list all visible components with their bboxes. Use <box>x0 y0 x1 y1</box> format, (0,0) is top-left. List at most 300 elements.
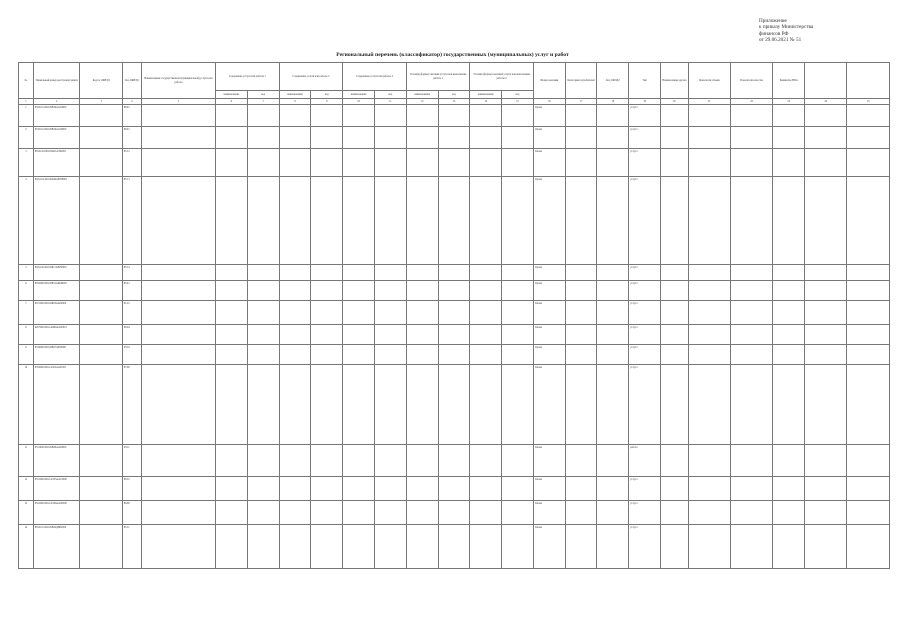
column-number: 25 <box>847 99 890 105</box>
table-cell <box>470 345 502 365</box>
column-number: 4 <box>122 99 141 105</box>
table-cell <box>216 477 248 501</box>
table-cell <box>343 105 375 127</box>
table-cell <box>730 281 772 301</box>
subheader-code: код <box>502 91 534 99</box>
table-cell <box>805 477 847 501</box>
table-cell <box>216 177 248 265</box>
column-number: 8 <box>279 99 311 105</box>
table-cell <box>688 501 730 525</box>
row-number: 13 <box>19 501 34 525</box>
table-cell <box>730 301 772 325</box>
row-number: 5 <box>19 265 34 281</box>
table-cell <box>279 127 311 149</box>
table-row <box>19 301 890 325</box>
table-cell <box>502 265 534 281</box>
table-cell <box>343 127 375 149</box>
table-cell <box>247 281 279 301</box>
table-cell <box>311 325 343 345</box>
table-cell <box>438 301 470 325</box>
header-indicators: Показатели объема <box>688 63 730 99</box>
table-cell <box>470 127 502 149</box>
table-cell <box>141 501 215 525</box>
service-form: Очная <box>533 345 565 365</box>
service-form: Очная <box>533 281 565 301</box>
table-cell <box>597 105 629 127</box>
column-number: 14 <box>470 99 502 105</box>
table-cell <box>343 149 375 177</box>
table-cell <box>406 525 438 569</box>
table-cell <box>343 445 375 477</box>
table-cell <box>805 365 847 445</box>
table-cell <box>730 365 772 445</box>
table-cell <box>847 177 890 265</box>
column-number: 16 <box>533 99 565 105</box>
table-cell <box>141 365 215 445</box>
service-type: услуга <box>629 501 661 525</box>
table-cell <box>805 525 847 569</box>
table-cell <box>406 281 438 301</box>
table-cell <box>216 105 248 127</box>
table-cell <box>247 149 279 177</box>
service-form: Очная <box>533 445 565 477</box>
service-type: услуга <box>629 127 661 149</box>
table-row <box>19 325 890 345</box>
table-cell <box>374 265 406 281</box>
table-cell <box>565 477 597 501</box>
table-row <box>19 149 890 177</box>
table-cell <box>502 105 534 127</box>
table-cell <box>80 127 122 149</box>
table-row <box>19 177 890 265</box>
table-cell <box>406 265 438 281</box>
table-row <box>19 525 890 569</box>
header-okpd: Код ОКПД2 <box>597 63 629 99</box>
service-type: услуга <box>629 265 661 281</box>
table-cell <box>141 301 215 325</box>
table-cell <box>374 127 406 149</box>
column-number: 18 <box>597 99 629 105</box>
header-form: Форма оказания <box>533 63 565 99</box>
table-row <box>19 105 890 127</box>
column-number: 1 <box>19 99 34 105</box>
table-cell <box>247 325 279 345</box>
column-number: 21 <box>688 99 730 105</box>
table-cell <box>374 281 406 301</box>
table-cell <box>805 149 847 177</box>
table-cell <box>80 501 122 525</box>
header-extra <box>805 63 847 99</box>
header-basis: Реквизиты НПА <box>773 63 805 99</box>
okved-code: 93.11 <box>122 445 141 477</box>
table-cell <box>141 525 215 569</box>
table-cell <box>343 177 375 265</box>
table-cell <box>688 149 730 177</box>
table-cell <box>80 177 122 265</box>
okved-code: 85.12 <box>122 149 141 177</box>
table-cell <box>279 325 311 345</box>
table-cell <box>597 177 629 265</box>
service-type: услуга <box>629 477 661 501</box>
table-cell <box>311 345 343 365</box>
table-cell <box>470 301 502 325</box>
service-form: Очная <box>533 105 565 127</box>
table-cell <box>80 477 122 501</box>
table-cell <box>847 501 890 525</box>
table-cell <box>773 365 805 445</box>
table-cell <box>438 345 470 365</box>
table-cell <box>374 365 406 445</box>
table-cell <box>406 477 438 501</box>
table-cell <box>80 345 122 365</box>
table-cell <box>805 445 847 477</box>
table-cell <box>80 301 122 325</box>
table-cell <box>661 281 689 301</box>
table-cell <box>470 177 502 265</box>
service-form: Очная <box>533 365 565 445</box>
table-cell <box>311 445 343 477</box>
registry-code: 802111О.99.0.БА96АЮ58001 <box>33 177 80 265</box>
table-cell <box>805 127 847 149</box>
service-type: услуга <box>629 105 661 127</box>
table-cell <box>470 525 502 569</box>
header-okved: Код по ОКВЭД <box>80 63 122 99</box>
table-cell <box>247 127 279 149</box>
table-cell <box>597 445 629 477</box>
service-form: Очная <box>533 301 565 325</box>
table-body <box>19 99 890 569</box>
table-cell <box>730 445 772 477</box>
table-row <box>19 477 890 501</box>
table-cell <box>805 265 847 281</box>
okved-code: 85.11 <box>122 525 141 569</box>
table-cell <box>730 177 772 265</box>
table-cell <box>279 281 311 301</box>
table-cell <box>247 445 279 477</box>
table-cell <box>343 501 375 525</box>
registry-code: 804200О.99.0.ББ52АЖ48000 <box>33 281 80 301</box>
table-cell <box>661 445 689 477</box>
table-cell <box>311 477 343 501</box>
table-cell <box>847 301 890 325</box>
table-cell <box>847 281 890 301</box>
table-cell <box>597 301 629 325</box>
table-cell <box>141 325 215 345</box>
table-cell <box>343 265 375 281</box>
header-content3: Содержание услуги или работы 3 <box>343 63 407 91</box>
table-cell <box>141 281 215 301</box>
row-number: 10 <box>19 365 34 445</box>
table-cell <box>805 281 847 301</box>
header-org: Наименование органа <box>661 63 689 99</box>
table-cell <box>311 127 343 149</box>
column-number: 5 <box>141 99 215 105</box>
table-cell <box>80 149 122 177</box>
table-cell <box>80 325 122 345</box>
table-cell <box>565 177 597 265</box>
okved-code: 88.91 <box>122 105 141 127</box>
table-cell <box>216 445 248 477</box>
table-cell <box>343 301 375 325</box>
table-cell <box>773 265 805 281</box>
row-number: 11 <box>19 445 34 477</box>
table-cell <box>661 365 689 445</box>
table-cell <box>374 345 406 365</box>
table-cell <box>688 265 730 281</box>
table-cell <box>247 265 279 281</box>
column-number: 17 <box>565 99 597 105</box>
table-cell <box>773 149 805 177</box>
row-number: 12 <box>19 477 34 501</box>
table-cell <box>661 127 689 149</box>
table-cell <box>502 325 534 345</box>
document-title: Региональный перечень (классификатор) государственных (муниципальных) услуг и работ <box>336 52 569 58</box>
table-cell <box>661 501 689 525</box>
registry-table <box>18 62 890 569</box>
header-cond1: Условия (формы) оказания услуги или выполнения работы 1 <box>406 63 470 91</box>
table-cell <box>279 345 311 365</box>
table-cell <box>216 265 248 281</box>
column-number: 2 <box>33 99 80 105</box>
table-cell <box>343 345 375 365</box>
service-form: Очная <box>533 477 565 501</box>
table-cell <box>141 345 215 365</box>
table-cell <box>661 477 689 501</box>
table-cell <box>688 281 730 301</box>
subheader-name: наименование <box>406 91 438 99</box>
okved-code: 88.91 <box>122 127 141 149</box>
appendix-line: финансов РФ <box>759 30 789 37</box>
table-cell <box>406 177 438 265</box>
table-cell <box>597 265 629 281</box>
table-cell <box>502 345 534 365</box>
table-cell <box>773 301 805 325</box>
subheader-name: наименование <box>470 91 502 99</box>
table-cell <box>847 445 890 477</box>
table-cell <box>80 365 122 445</box>
subheader-name: наименование <box>216 91 248 99</box>
table-cell <box>438 149 470 177</box>
table-cell <box>847 265 890 281</box>
table-cell <box>311 149 343 177</box>
table-cell <box>597 477 629 501</box>
row-number: 6 <box>19 281 34 301</box>
okved-code: 86.90 <box>122 501 141 525</box>
okved-code: 85.14 <box>122 265 141 281</box>
table-cell <box>805 301 847 325</box>
table-row <box>19 265 890 281</box>
table-cell <box>565 265 597 281</box>
table-cell <box>247 345 279 365</box>
table-cell <box>216 501 248 525</box>
subheader-code: код <box>438 91 470 99</box>
table-cell <box>688 325 730 345</box>
table-row <box>19 501 890 525</box>
column-number: 3 <box>80 99 122 105</box>
table-cell <box>661 325 689 345</box>
table-cell <box>216 301 248 325</box>
column-number: 20 <box>661 99 689 105</box>
table-cell <box>216 365 248 445</box>
header-ovkc: Код ОКВЭД <box>122 63 141 99</box>
column-number: 12 <box>406 99 438 105</box>
table-cell <box>688 301 730 325</box>
table-cell <box>311 525 343 569</box>
okved-code: 85.13 <box>122 177 141 265</box>
column-number: 10 <box>343 99 375 105</box>
table-cell <box>247 525 279 569</box>
row-number: 2 <box>19 127 34 149</box>
table-cell <box>565 445 597 477</box>
service-form: Очная <box>533 525 565 569</box>
row-number: 4 <box>19 177 34 265</box>
table-cell <box>773 281 805 301</box>
table-cell <box>311 301 343 325</box>
table-cell <box>279 149 311 177</box>
registry-code: 801011О.99.0.БВ24ДН82000 <box>33 525 80 569</box>
table-cell <box>470 325 502 345</box>
table-cell <box>470 281 502 301</box>
service-type: услуга <box>629 281 661 301</box>
table-cell <box>847 345 890 365</box>
table-cell <box>597 345 629 365</box>
table-cell <box>470 105 502 127</box>
table-cell <box>470 501 502 525</box>
table-cell <box>311 177 343 265</box>
table-cell <box>773 345 805 365</box>
okved-code: 88.10 <box>122 477 141 501</box>
row-number: 3 <box>19 149 34 177</box>
table-cell <box>247 105 279 127</box>
table-cell <box>374 105 406 127</box>
table-cell <box>247 301 279 325</box>
header-extra2 <box>847 63 890 99</box>
service-type: работа <box>629 445 661 477</box>
table-cell <box>80 265 122 281</box>
table-cell <box>661 149 689 177</box>
table-cell <box>502 301 534 325</box>
service-form: Очная <box>533 177 565 265</box>
okved-code: 91.01 <box>122 301 141 325</box>
table-cell <box>730 105 772 127</box>
table-cell <box>406 325 438 345</box>
table-cell <box>438 105 470 127</box>
row-number: 9 <box>19 345 34 365</box>
table-cell <box>216 149 248 177</box>
column-number: 9 <box>311 99 343 105</box>
table-cell <box>311 281 343 301</box>
table-cell <box>374 445 406 477</box>
column-number: 23 <box>773 99 805 105</box>
table-cell <box>80 525 122 569</box>
table-cell <box>406 365 438 445</box>
table-cell <box>502 445 534 477</box>
header-name: Наименование государственной (муниципальной) услуги или работы <box>141 63 215 99</box>
table-cell <box>847 525 890 569</box>
table-cell <box>470 365 502 445</box>
table-cell <box>470 149 502 177</box>
table-row <box>19 281 890 301</box>
table-cell <box>247 365 279 445</box>
table-cell <box>374 525 406 569</box>
table-cell <box>279 265 311 281</box>
column-number: 11 <box>374 99 406 105</box>
table-cell <box>847 105 890 127</box>
okved-code: 90.04 <box>122 325 141 345</box>
table-cell <box>773 477 805 501</box>
table-cell <box>730 345 772 365</box>
table-cell <box>80 105 122 127</box>
table-cell <box>311 501 343 525</box>
service-type: услуга <box>629 301 661 325</box>
subheader-name: наименование <box>343 91 375 99</box>
registry-code: 854100О.99.0.АЭ26АА00000 <box>33 501 80 525</box>
table-cell <box>279 525 311 569</box>
table-cell <box>216 127 248 149</box>
table-cell <box>565 127 597 149</box>
table-cell <box>565 325 597 345</box>
registry-code: 853100О.99.0.АЭ25АА01000 <box>33 477 80 501</box>
table-cell <box>311 105 343 127</box>
table-cell <box>343 477 375 501</box>
table-cell <box>688 345 730 365</box>
table-cell <box>247 477 279 501</box>
table-cell <box>279 501 311 525</box>
table-cell <box>847 149 890 177</box>
table-cell <box>343 365 375 445</box>
table-cell <box>847 127 890 149</box>
row-number: 8 <box>19 325 34 345</box>
table-cell <box>688 177 730 265</box>
header-num: № <box>19 63 34 99</box>
table-cell <box>502 525 534 569</box>
table-cell <box>597 325 629 345</box>
table-cell <box>247 501 279 525</box>
registry-code: 802112О.99.0.ББ11АЮ58001 <box>33 265 80 281</box>
table-cell <box>565 345 597 365</box>
registry-code: 853211О.99.0.БВ19АА54000 <box>33 105 80 127</box>
service-form: Очная <box>533 149 565 177</box>
service-form: Очная <box>533 325 565 345</box>
table-cell <box>688 365 730 445</box>
table-row <box>19 127 890 149</box>
table-cell <box>565 281 597 301</box>
table-cell <box>438 525 470 569</box>
service-type: услуга <box>629 345 661 365</box>
table-cell <box>847 365 890 445</box>
table-cell <box>688 525 730 569</box>
table-cell <box>502 477 534 501</box>
table-cell <box>141 105 215 127</box>
table-cell <box>216 281 248 301</box>
service-form: Очная <box>533 127 565 149</box>
table-cell <box>141 265 215 281</box>
column-number: 13 <box>438 99 470 105</box>
table-cell <box>311 265 343 281</box>
header-content2: Содержание услуги или работы 2 <box>279 63 343 91</box>
service-type: услуга <box>629 177 661 265</box>
service-type: услуга <box>629 149 661 177</box>
column-number: 7 <box>247 99 279 105</box>
header-code: Уникальный номер реестровой записи <box>33 63 80 99</box>
table-cell <box>565 501 597 525</box>
table-cell <box>805 177 847 265</box>
service-type: услуга <box>629 325 661 345</box>
table-cell <box>279 177 311 265</box>
table-cell <box>406 345 438 365</box>
table-cell <box>343 325 375 345</box>
column-number: 24 <box>805 99 847 105</box>
